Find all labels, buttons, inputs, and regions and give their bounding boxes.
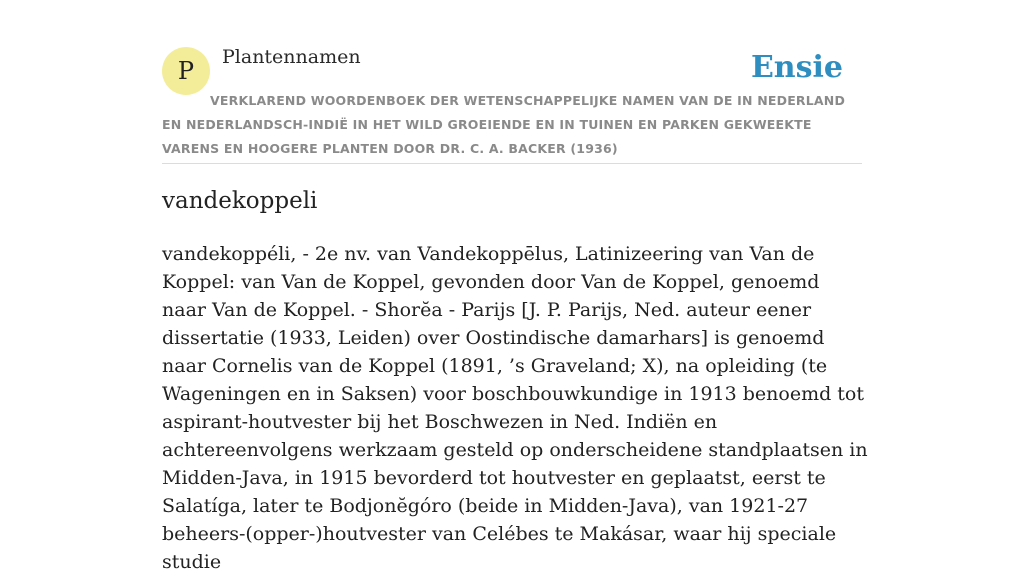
book-title-link[interactable]: Plantennamen <box>222 46 361 68</box>
avatar-letter: P <box>177 57 195 85</box>
entry-title: vandekoppeli <box>162 188 318 214</box>
entry-text: vandekoppéli, - 2e nv. van Vandekoppēlus, Latinizeering van Van de Koppel: van Van de Koppel, gevonden door Van de Koppel, genoemd naar Van de Koppel. - Shorĕa - Parijs [J. P. Parijs, Ned. auteur eener dissertatie (1933, Leiden) over Oostindische damarhars] is genoemd naar Cornelis van de Koppel (1891, ’s Graveland; X), na opleiding (te Wageningen en in Saksen) voor boschbouwkundige in 1913 benoemd tot aspirant-houtvester bij het Boschwezen in Ned. Indiën en achtereenvolgens werkzaam gesteld op onderscheidene standplaatsen in Midden-Java, in 1915 bevorderd tot houtvester en geplaatst, eerst te Salatíga, later te Bodjonĕgóro (beide in Midden-Java), van 1921-27 beheers-(opper-)houtvester van Celébes te Makásar, waar hij speciale studie <box>162 243 868 573</box>
book-subtitle: VERKLAREND WOORDENBOEK DER WETENSCHAPPELIJKE NAMEN VAN DE IN NEDERLAND EN NEDERLANDSCH-INDIË IN HET WILD GROEIENDE EN IN TUINEN EN PARKEN GEKWEEKTE VARENS EN HOOGERE PLANTEN DOOR DR. C. A. BACKER (1936) <box>162 93 846 156</box>
ensie-logo-link[interactable]: Ensie <box>750 50 843 85</box>
book-avatar[interactable] <box>162 47 210 95</box>
header-divider <box>162 163 862 164</box>
